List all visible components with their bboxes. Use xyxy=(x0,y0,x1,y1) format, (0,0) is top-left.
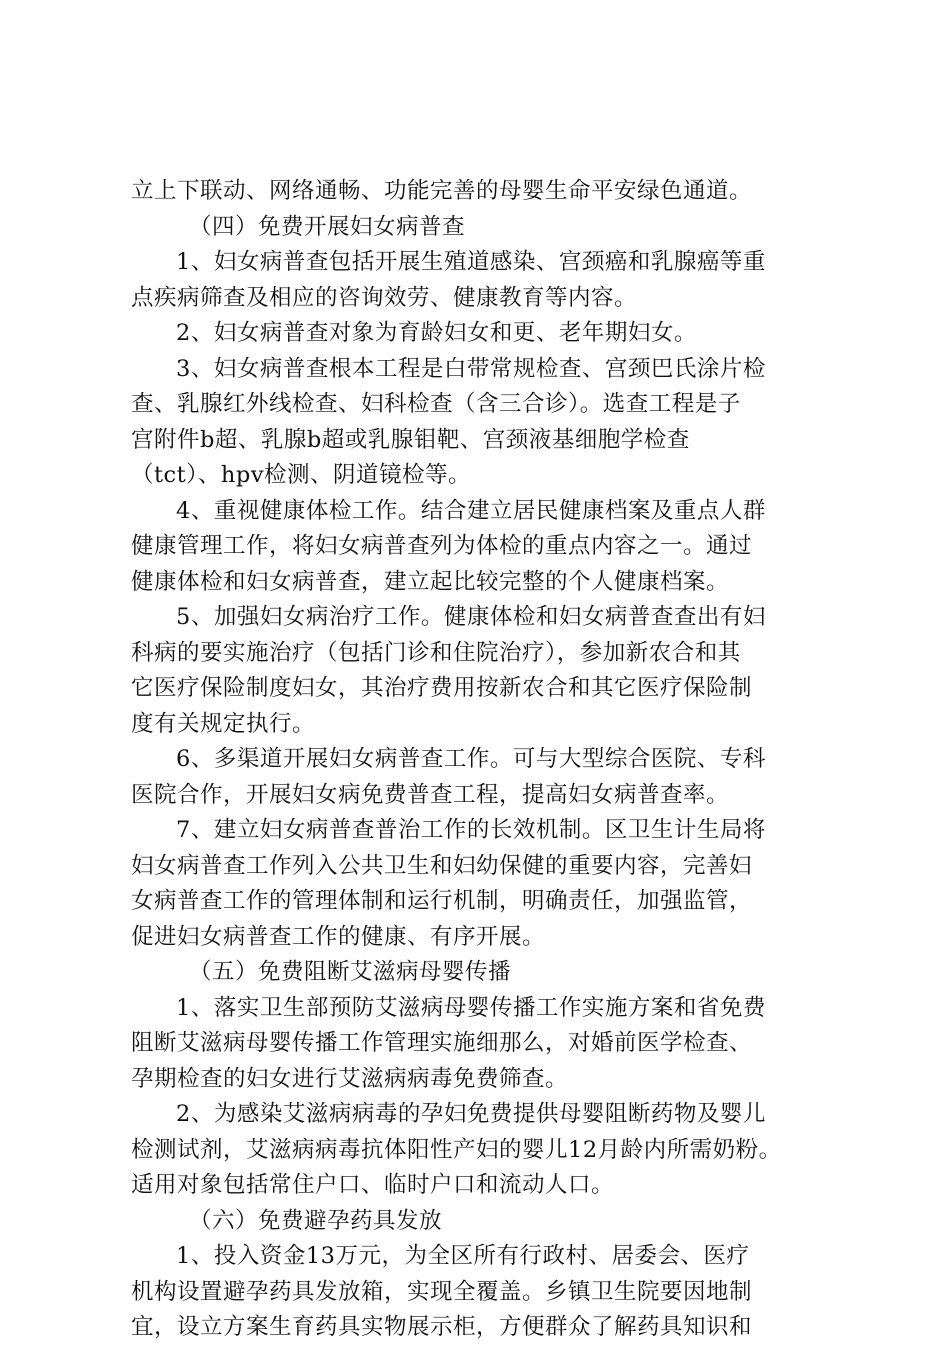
text-line: 检测试剂，艾滋病病毒抗体阳性产妇的婴儿12月龄内所需奶粉。 xyxy=(131,1136,782,1163)
text-line: 它医疗保险制度妇女，其治疗费用按新农合和其它医疗保险制 xyxy=(131,675,753,701)
text-line: 1、投入资金13万元，为全区所有行政村、居委会、医疗 xyxy=(176,1243,750,1269)
text-line: 健康体检和妇女病普查，建立起比较完整的个人健康档案。 xyxy=(131,568,730,595)
text-line: 2、为感染艾滋病病毒的孕妇免费提供母婴阻断药物及婴儿 xyxy=(176,1101,766,1127)
text-line: 孕期检查的妇女进行艾滋病病毒免费筛查。 xyxy=(131,1065,569,1092)
text-line: 女病普查工作的管理体制和运行机制，明确责任，加强监管， xyxy=(131,888,753,914)
text-line: 7、建立妇女病普查普治工作的长效机制。区卫生计生局将 xyxy=(176,817,766,843)
document-body xyxy=(131,174,851,1346)
text-line: 1、落实卫生部预防艾滋病母婴传播工作实施方案和省免费 xyxy=(176,994,766,1021)
text-line: 宜，设立方案生育药具实物展示柜，方便群众了解药具知识和 xyxy=(131,1314,753,1340)
text-line: 度有关规定执行。 xyxy=(131,710,316,737)
text-line: 点疾病筛查及相应的咨询效劳、健康教育等内容。 xyxy=(131,284,638,311)
text-line: 妇女病普查工作列入公共卫生和妇幼保健的重要内容，完善妇 xyxy=(131,852,753,879)
text-line: 4、重视健康体检工作。结合建立居民健康档案及重点人群 xyxy=(176,497,766,524)
section-heading: （五）免费阻断艾滋病母婴传播 xyxy=(189,959,512,985)
text-line: 医院合作，开展妇女病免费普查工程，提高妇女病普查率。 xyxy=(131,781,730,808)
text-line: 3、妇女病普查根本工程是白带常规检查、宫颈巴氏涂片检 xyxy=(176,355,766,382)
text-line: （tct）、hpv检测、阴道镜检等。 xyxy=(131,462,472,488)
text-line: 2、妇女病普查对象为育龄妇女和更、老年期妇女。 xyxy=(176,320,697,346)
text-line: 查、乳腺红外线检查、妇科检查（含三合诊）。选查工程是子 xyxy=(131,391,741,417)
text-line: 促进妇女病普查工作的健康、有序开展。 xyxy=(131,923,546,950)
text-line: 6、多渠道开展妇女病普查工作。可与大型综合医院、专科 xyxy=(176,746,766,772)
section-heading: （六）免费避孕药具发放 xyxy=(189,1207,443,1234)
text-line: 立上下联动、网络通畅、功能完善的母婴生命平安绿色通道。 xyxy=(131,178,753,204)
text-line: 机构设置避孕药具发放箱，实现全覆盖。乡镇卫生院要因地制 xyxy=(131,1278,753,1305)
text-line: 科病的要实施治疗（包括门诊和住院治疗），参加新农合和其 xyxy=(131,639,741,666)
text-line: 健康管理工作，将妇女病普查列为体检的重点内容之一。通过 xyxy=(131,533,753,559)
text-line: 适用对象包括常住户口、临时户口和流动人口。 xyxy=(131,1172,615,1198)
text-line: 1、妇女病普查包括开展生殖道感染、宫颈癌和乳腺癌等重 xyxy=(176,249,766,275)
text-line: 宫附件b超、乳腺b超或乳腺钼靶、宫颈液基细胞学检查 xyxy=(131,426,690,453)
text-line: 阻断艾滋病母婴传播工作管理实施细那么，对婚前医学检查、 xyxy=(131,1030,753,1056)
section-heading: （四）免费开展妇女病普查 xyxy=(189,213,466,240)
text-line: 5、加强妇女病治疗工作。健康体检和妇女病普查查出有妇 xyxy=(176,604,766,630)
